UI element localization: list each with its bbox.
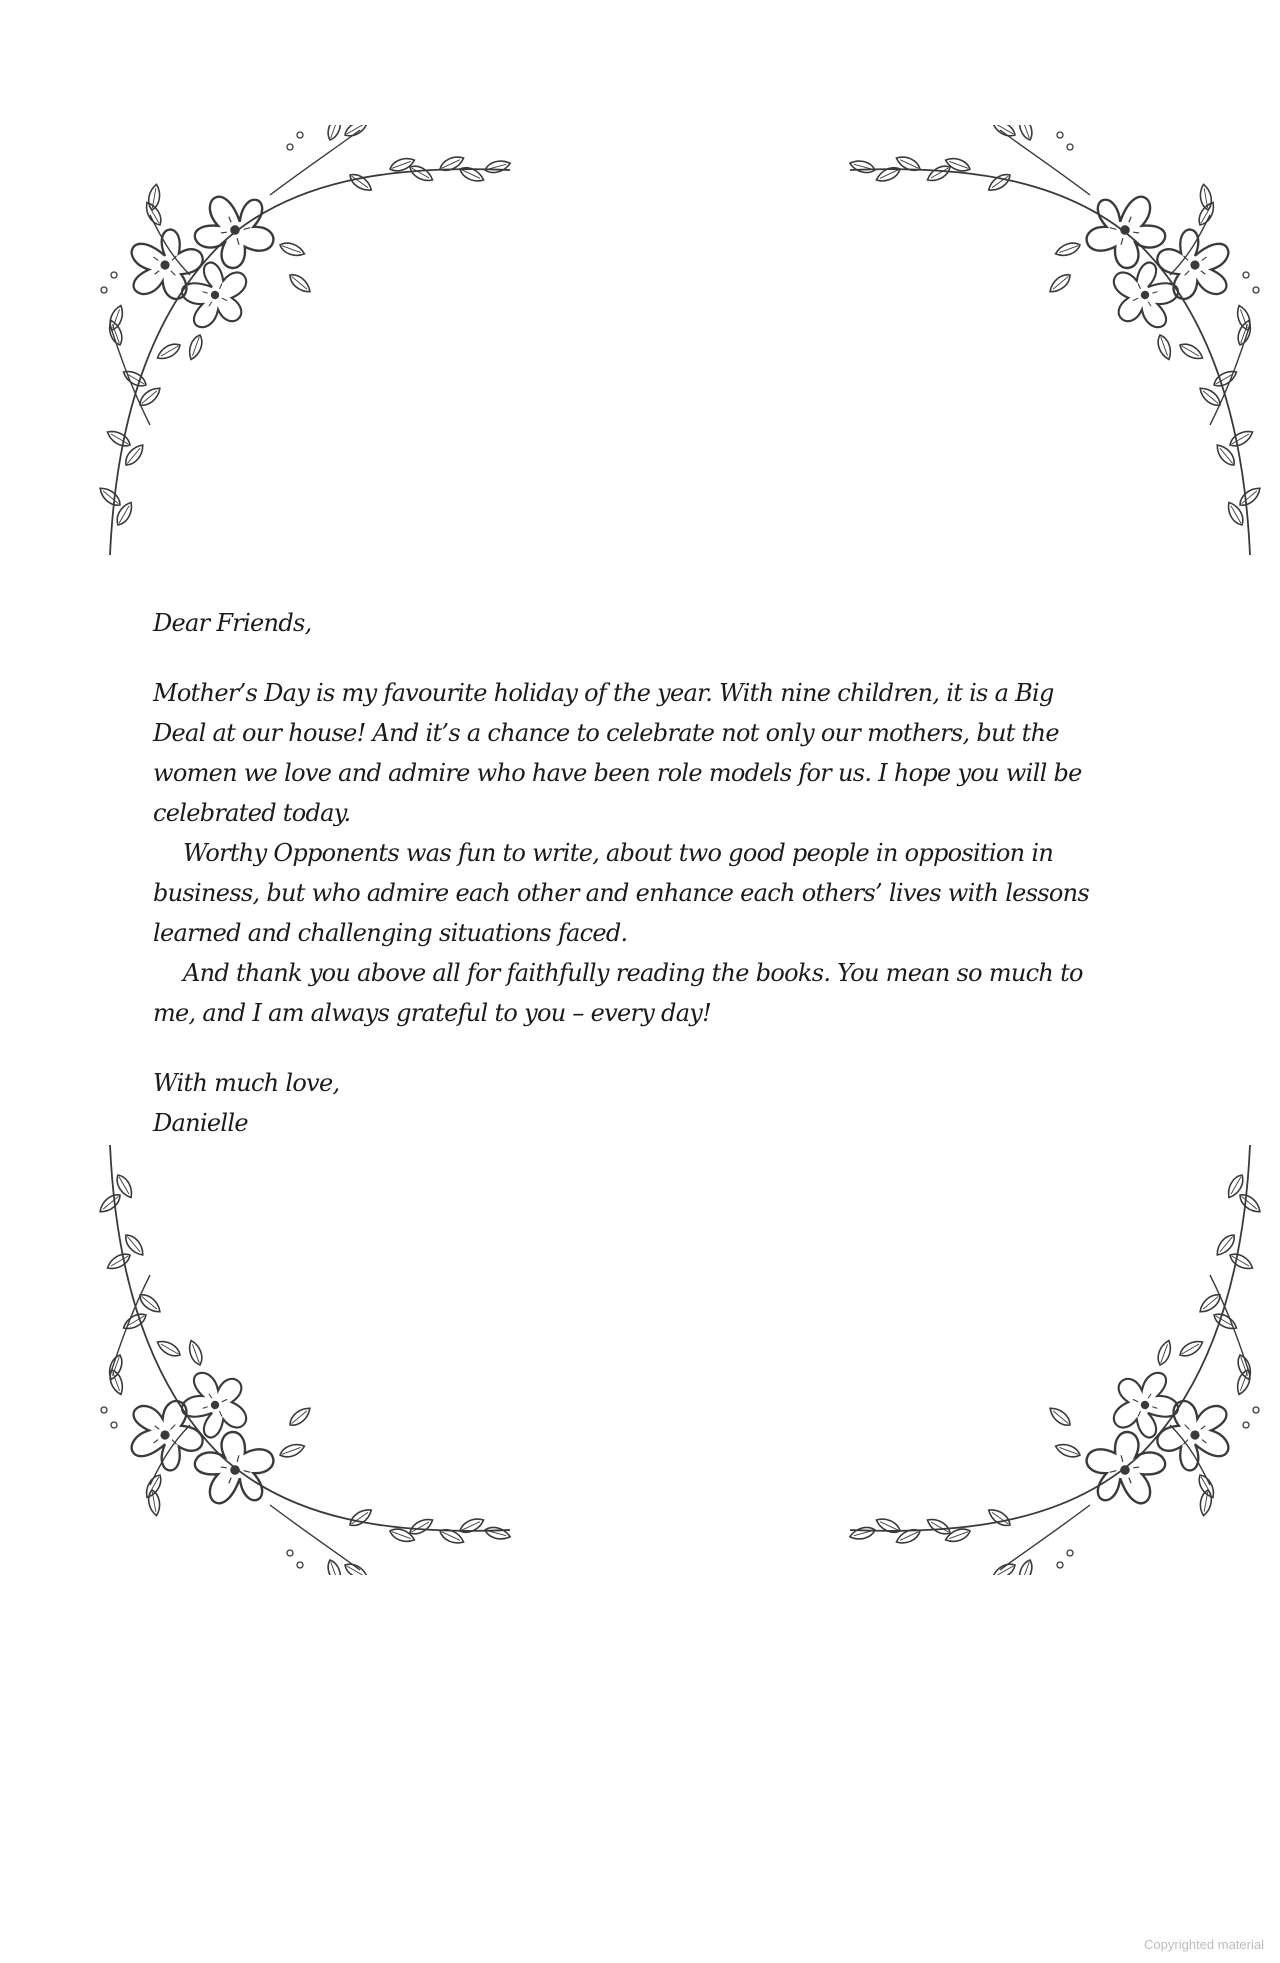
letter-paragraph-2: Worthy Opponents was fun to write, about two good people in opposition in business, but who admire each other and enhance each others’ lives with lessons learned and challenging situations faced. bbox=[153, 839, 1090, 947]
letter-paragraph-3: And thank you above all for faithfully reading the books. You mean so much to me, and I am always grateful to you – every day! bbox=[153, 959, 1083, 1027]
floral-corner-top-left-icon bbox=[90, 125, 530, 585]
letter-body bbox=[153, 603, 1113, 1143]
letter-signature: Danielle bbox=[153, 1109, 248, 1137]
letter-closing: With much love, bbox=[153, 1069, 340, 1097]
letter-paragraph-1: Mother’s Day is my favourite holiday of the year. With nine children, it is a Big Deal at our house! And it’s a chance to celebrate not only our mothers, but the women we love and admire who have been role models for us. I hope you will be celebrated today. bbox=[153, 679, 1082, 827]
copyright-note: Copyrighted material bbox=[1144, 1937, 1264, 1952]
floral-corner-bottom-right-icon bbox=[830, 1115, 1270, 1575]
floral-corner-top-right-icon bbox=[830, 125, 1270, 585]
floral-corner-bottom-left-icon bbox=[90, 1115, 530, 1575]
letter-salutation: Dear Friends, bbox=[153, 609, 312, 637]
